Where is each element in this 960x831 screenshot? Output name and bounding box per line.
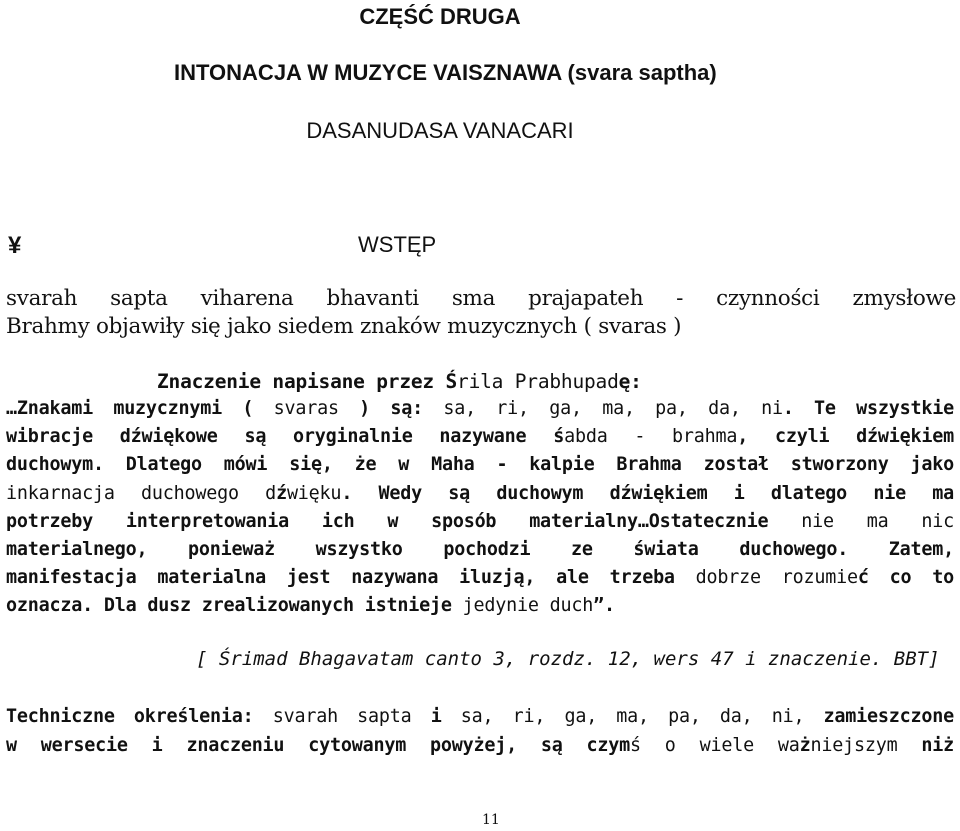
commentary-text: jedynie duch xyxy=(451,595,594,617)
commentary-line-6 xyxy=(6,539,954,567)
terms-line-1 xyxy=(6,706,954,735)
terms-text: i xyxy=(430,706,442,727)
commentary-heading-regular: rila Prabhupad xyxy=(457,370,619,393)
commentary-text: więku xyxy=(286,482,342,504)
commentary-line-2 xyxy=(6,426,954,454)
commentary-line-8 xyxy=(6,595,954,623)
commentary-text: . Wedy są duchowym dźwiękiem i dlatego nie ma xyxy=(341,482,955,504)
commentary-line-5 xyxy=(6,511,954,539)
terms-text: Techniczne określenia: xyxy=(6,706,254,727)
commentary-text: nie ma nic xyxy=(768,510,954,532)
verse-line-1: svarah sapta viharena bhavanti sma prajapateh - czynności zmysłowe xyxy=(6,286,956,311)
commentary-text: wibracje dźwiękowe są oryginalnie nazywane ś xyxy=(6,426,565,448)
commentary-line-1 xyxy=(6,398,954,426)
commentary-heading-bold: Znaczenie napisane przez Ś xyxy=(157,370,458,393)
page-number: 11 xyxy=(482,812,500,828)
terms-text: zamieszczone xyxy=(823,706,955,727)
terms-line-2 xyxy=(6,735,954,764)
commentary-text: oznacza. Dla dusz zrealizowanych istnieje xyxy=(6,595,452,617)
commentary-text: dobrze rozumie xyxy=(674,567,858,589)
commentary-line-3 xyxy=(6,454,954,482)
verse-block xyxy=(6,286,956,342)
commentary-text: . Te wszystkie xyxy=(782,398,954,419)
terms-text: ś o wiele wa xyxy=(630,735,800,756)
commentary-heading-end: ę: xyxy=(618,370,642,393)
commentary-text: abda - brahma xyxy=(564,426,738,448)
section-symbol: ¥ xyxy=(8,232,22,259)
commentary-text: materialnego, ponieważ wszystko pochodzi ze świata duchowego. Zatem, xyxy=(6,538,954,560)
terms-text: niż xyxy=(921,735,954,756)
technical-terms-paragraph xyxy=(6,706,954,764)
commentary-text: ) są: xyxy=(359,398,423,419)
commentary-body xyxy=(6,398,954,624)
source-reference: [ Śrimad Bhagavatam canto 3, rozdz. 12, wers 47 i znaczenie. BBT] xyxy=(196,648,940,670)
verse-line-2: Brahmy objawiły się jako siedem znaków muzycznych ( svaras ) xyxy=(6,314,682,339)
document-title: INTONACJA W MUZYCE VAISZNAWA (svara saptha) xyxy=(174,60,717,85)
commentary-text: potrzeby interpretowania ich w sposób materialny…Ostatecznie xyxy=(6,510,769,532)
commentary-text: ć co to xyxy=(857,567,954,589)
commentary-text: …Znakami muzycznymi ( xyxy=(6,398,254,419)
commentary-text: duchowym. Dlatego mówi się, że w Maha - kalpie Brahma został stworzony jako xyxy=(6,454,954,476)
commentary-text: , czyli dźwiękiem xyxy=(737,426,955,448)
commentary-heading xyxy=(157,370,642,393)
commentary-text: ź xyxy=(276,482,287,504)
commentary-text: ”. xyxy=(593,595,615,617)
terms-text: ż xyxy=(799,735,811,756)
section-heading: WSTĘP xyxy=(358,232,437,257)
terms-text: sa, ri, ga, ma, pa, da, ni, xyxy=(441,706,824,727)
part-heading: CZĘŚĆ DRUGA xyxy=(359,4,521,29)
commentary-text: inkarnacja duchowego d xyxy=(6,482,277,504)
commentary-line-7 xyxy=(6,567,954,595)
commentary-line-4 xyxy=(6,483,954,511)
terms-text: niejszym xyxy=(810,735,922,756)
author-name: DASANUDASA VANACARI xyxy=(306,118,574,143)
commentary-text: manifestacja materialna jest nazywana iluzją, ale trzeba xyxy=(6,567,675,589)
commentary-text: svaras xyxy=(253,398,360,419)
terms-text: svarah sapta xyxy=(253,706,431,727)
terms-text: w wersecie i znaczeniu cytowanym powyżej, są czym xyxy=(6,735,631,756)
commentary-text: sa, ri, ga, ma, pa, da, ni xyxy=(423,398,783,419)
